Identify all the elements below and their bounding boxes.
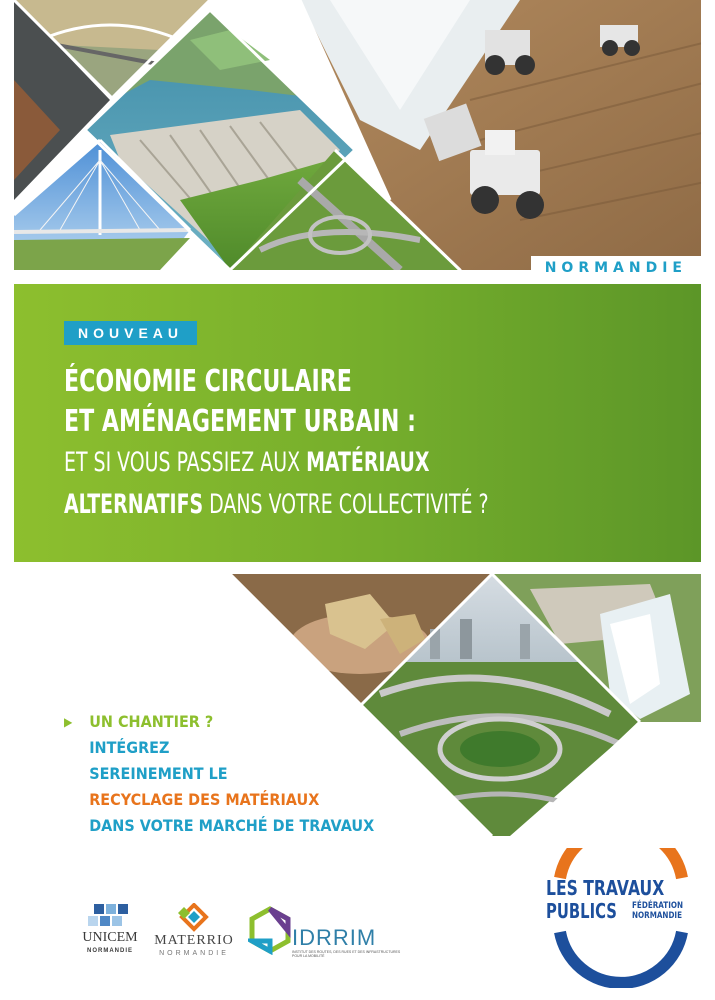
cta-line-5: DANS VOTRE MARCHÉ DE TRAVAUX: [89, 816, 375, 835]
ltp-federation-line-1: FÉDÉRATION: [632, 901, 684, 911]
question-text-2: DANS VOTRE COLLECTIVITÉ ?: [203, 489, 489, 520]
top-collage-graphic: [0, 0, 715, 280]
materrio-mark-icon: [150, 903, 238, 933]
question-text-1: ET SI VOUS PASSIEZ AUX: [64, 447, 307, 478]
question-emphasis-2: ALTERNATIFS: [64, 489, 204, 520]
materrio-name: MATERRIO: [154, 933, 234, 948]
ltp-title-line-2: PUBLICS: [546, 899, 617, 923]
question-emphasis-1: MATÉRIAUX: [306, 447, 430, 478]
idrrim-name: IDRRIM: [292, 925, 377, 950]
idrrim-subtitle: INSTITUT DES ROUTES, DES RUES ET DES INFRASTRUCTURES POUR LA MOBILITÉ: [292, 950, 401, 958]
cta-line-1: UN CHANTIER ?: [89, 712, 214, 731]
idrrim-logo: [248, 905, 401, 965]
unicem-mark-icon: [70, 900, 150, 930]
headline-banner: [14, 284, 701, 562]
unicem-logo: [70, 900, 150, 960]
cta-line-3: SEREINEMENT LE: [89, 764, 228, 783]
cta-line-2: INTÉGREZ: [89, 738, 170, 757]
ltp-title-line-1: LES TRAVAUX: [546, 876, 665, 900]
materrio-subtitle: NORMANDIE: [159, 950, 229, 957]
question-line-2: [64, 484, 489, 526]
region-badge: NORMANDIE: [531, 256, 701, 280]
headline-line-1: ÉCONOMIE CIRCULAIRE: [64, 364, 352, 399]
play-arrow-icon: ▶: [64, 715, 73, 729]
unicem-subtitle: NORMANDIE: [87, 948, 133, 954]
materrio-logo: [150, 903, 238, 963]
new-tag: NOUVEAU: [64, 321, 197, 345]
cta-line-4: RECYCLAGE DES MATÉRIAUX: [89, 790, 320, 809]
ltp-federation-line-2: NORMANDIE: [632, 911, 683, 921]
idrrim-mark-icon: [248, 905, 292, 955]
headline-line-2: ET AMÉNAGEMENT URBAIN :: [64, 404, 416, 439]
top-photo-collage: [0, 0, 715, 280]
call-to-action: [64, 709, 409, 839]
unicem-name: UNICEM: [82, 930, 138, 945]
question-line-1: [64, 442, 489, 484]
ltp-federation: [632, 901, 683, 921]
headline: [64, 362, 608, 526]
les-travaux-publics-logo: [540, 848, 700, 988]
